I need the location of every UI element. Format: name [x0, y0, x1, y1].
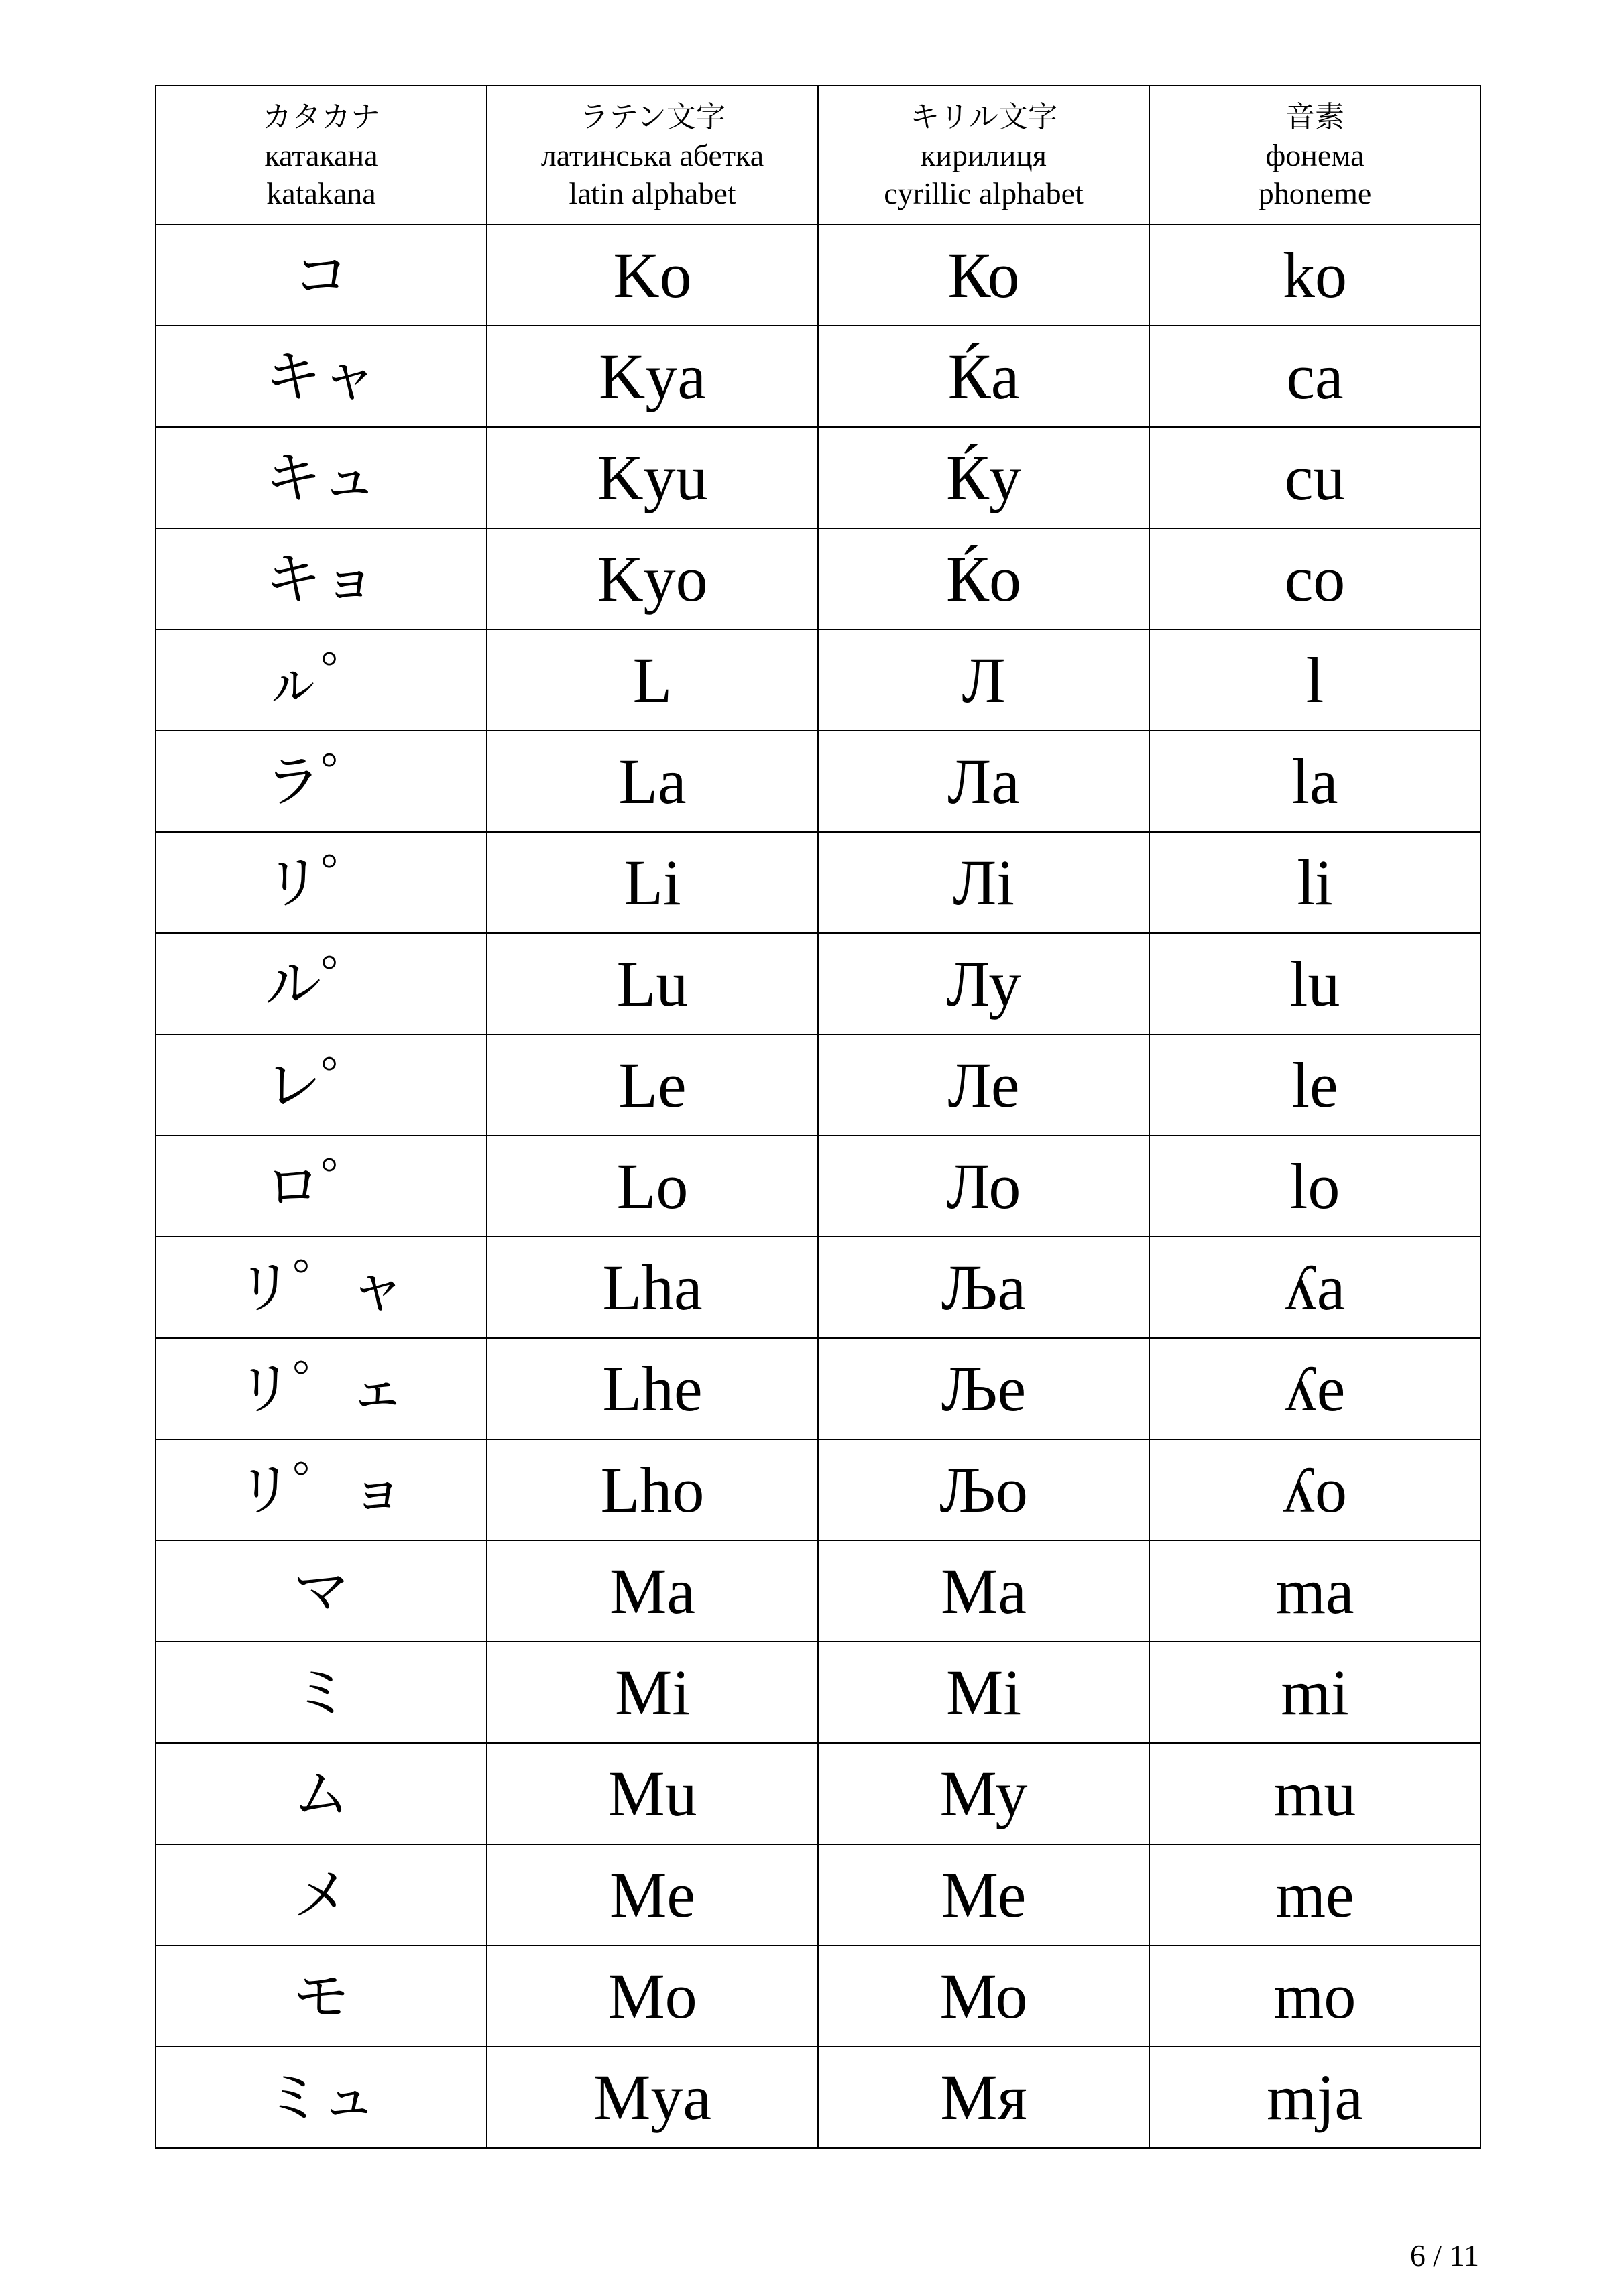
- cell-katakana: ㇽ゜: [156, 629, 487, 731]
- cell-katakana: ラ゜: [156, 731, 487, 832]
- header-katakana: [156, 86, 487, 225]
- cell-latin: Lha: [487, 1237, 818, 1338]
- cell-phoneme: ma: [1149, 1540, 1481, 1642]
- table-row: [156, 1338, 1481, 1439]
- cell-katakana: コ: [156, 225, 487, 326]
- cell-katakana: リ゜ェ: [156, 1338, 487, 1439]
- cell-latin: Me: [487, 1844, 818, 1945]
- cell-latin: Le: [487, 1034, 818, 1136]
- header-katakana-english: katakana: [266, 176, 376, 210]
- cell-phoneme: ko: [1149, 225, 1481, 326]
- cell-cyrillic: Ље: [818, 1338, 1149, 1439]
- cell-cyrillic: Мі: [818, 1642, 1149, 1743]
- cell-katakana: ミュ: [156, 2047, 487, 2148]
- cell-cyrillic: Л: [818, 629, 1149, 731]
- cell-cyrillic: Ле: [818, 1034, 1149, 1136]
- cell-phoneme: co: [1149, 528, 1481, 629]
- cell-phoneme: le: [1149, 1034, 1481, 1136]
- cell-katakana: リ゜: [156, 832, 487, 933]
- cell-cyrillic: Мя: [818, 2047, 1149, 2148]
- table-row: [156, 629, 1481, 731]
- table-row: [156, 1136, 1481, 1237]
- page-number: 6 / 11: [1409, 2238, 1479, 2273]
- cell-phoneme: me: [1149, 1844, 1481, 1945]
- table-row: [156, 1642, 1481, 1743]
- cell-katakana: ル゜: [156, 933, 487, 1034]
- cell-katakana: メ: [156, 1844, 487, 1945]
- header-cyrillic: [818, 86, 1149, 225]
- cell-katakana: モ: [156, 1945, 487, 2047]
- cell-phoneme: ʎo: [1149, 1439, 1481, 1540]
- cell-cyrillic: Ља: [818, 1237, 1149, 1338]
- table-row: [156, 1034, 1481, 1136]
- cell-katakana: リ゜ャ: [156, 1237, 487, 1338]
- header-latin-ukrainian: латинська абетка: [540, 138, 764, 172]
- cell-phoneme: mi: [1149, 1642, 1481, 1743]
- table-row: [156, 326, 1481, 427]
- table-row: [156, 2047, 1481, 2148]
- table-row: [156, 1237, 1481, 1338]
- cell-latin: Ma: [487, 1540, 818, 1642]
- cell-cyrillic: Лу: [818, 933, 1149, 1034]
- table-row: [156, 731, 1481, 832]
- cell-cyrillic: Ма: [818, 1540, 1149, 1642]
- cell-cyrillic: Ко: [818, 225, 1149, 326]
- cell-phoneme: cu: [1149, 427, 1481, 528]
- table-row: [156, 528, 1481, 629]
- cell-latin: La: [487, 731, 818, 832]
- header-katakana-japanese: カタカナ: [262, 100, 380, 134]
- cell-latin: Ko: [487, 225, 818, 326]
- cell-latin: Lhe: [487, 1338, 818, 1439]
- cell-phoneme: ca: [1149, 326, 1481, 427]
- cell-katakana: キャ: [156, 326, 487, 427]
- cell-latin: Mi: [487, 1642, 818, 1743]
- cell-latin: Kyu: [487, 427, 818, 528]
- cell-cyrillic: Ме: [818, 1844, 1149, 1945]
- cell-phoneme: mja: [1149, 2047, 1481, 2148]
- cell-latin: L: [487, 629, 818, 731]
- cell-latin: Mya: [487, 2047, 818, 2148]
- table-row: [156, 1439, 1481, 1540]
- table-row: [156, 1540, 1481, 1642]
- header-latin: [487, 86, 818, 225]
- table-row: [156, 1945, 1481, 2047]
- cell-katakana: レ゜: [156, 1034, 487, 1136]
- transliteration-table: [155, 85, 1481, 2149]
- cell-phoneme: lo: [1149, 1136, 1481, 1237]
- cell-katakana: ム: [156, 1743, 487, 1844]
- cell-phoneme: ʎa: [1149, 1237, 1481, 1338]
- header-row: [156, 86, 1481, 225]
- header-katakana-ukrainian: катакана: [264, 138, 378, 172]
- table-row: [156, 1844, 1481, 1945]
- cell-cyrillic: Ќу: [818, 427, 1149, 528]
- cell-katakana: マ: [156, 1540, 487, 1642]
- header-cyrillic-japanese: キリル文字: [910, 100, 1057, 134]
- cell-latin: Lo: [487, 1136, 818, 1237]
- cell-phoneme: mu: [1149, 1743, 1481, 1844]
- header-phoneme-ukrainian: фонема: [1265, 138, 1365, 172]
- cell-phoneme: l: [1149, 629, 1481, 731]
- cell-latin: Lu: [487, 933, 818, 1034]
- header-cyrillic-ukrainian: кирилиця: [921, 138, 1047, 172]
- table-row: [156, 933, 1481, 1034]
- cell-latin: Lho: [487, 1439, 818, 1540]
- cell-cyrillic: Ќо: [818, 528, 1149, 629]
- cell-phoneme: ʎe: [1149, 1338, 1481, 1439]
- table-row: [156, 427, 1481, 528]
- header-cyrillic-english: cyrillic alphabet: [884, 176, 1084, 210]
- cell-cyrillic: Љо: [818, 1439, 1149, 1540]
- cell-phoneme: li: [1149, 832, 1481, 933]
- cell-cyrillic: Му: [818, 1743, 1149, 1844]
- cell-latin: Li: [487, 832, 818, 933]
- cell-cyrillic: Ло: [818, 1136, 1149, 1237]
- header-latin-japanese: ラテン文字: [579, 100, 726, 134]
- table-row: [156, 225, 1481, 326]
- cell-cyrillic: Лі: [818, 832, 1149, 933]
- header-phoneme: [1149, 86, 1481, 225]
- cell-katakana: キュ: [156, 427, 487, 528]
- table-row: [156, 1743, 1481, 1844]
- header-phoneme-japanese: 音素: [1285, 100, 1344, 134]
- cell-cyrillic: Ќа: [818, 326, 1149, 427]
- cell-phoneme: mo: [1149, 1945, 1481, 2047]
- table-body: [156, 225, 1481, 2148]
- table-row: [156, 832, 1481, 933]
- cell-katakana: リ゜ョ: [156, 1439, 487, 1540]
- header-phoneme-english: phoneme: [1258, 176, 1372, 210]
- cell-katakana: ミ: [156, 1642, 487, 1743]
- header-latin-english: latin alphabet: [569, 176, 736, 210]
- cell-latin: Kyo: [487, 528, 818, 629]
- cell-phoneme: la: [1149, 731, 1481, 832]
- cell-katakana: ロ゜: [156, 1136, 487, 1237]
- cell-phoneme: lu: [1149, 933, 1481, 1034]
- cell-katakana: キョ: [156, 528, 487, 629]
- cell-cyrillic: Ла: [818, 731, 1149, 832]
- transliteration-table-container: [155, 85, 1480, 2149]
- cell-latin: Mu: [487, 1743, 818, 1844]
- cell-latin: Mo: [487, 1945, 818, 2047]
- cell-latin: Kya: [487, 326, 818, 427]
- cell-cyrillic: Мо: [818, 1945, 1149, 2047]
